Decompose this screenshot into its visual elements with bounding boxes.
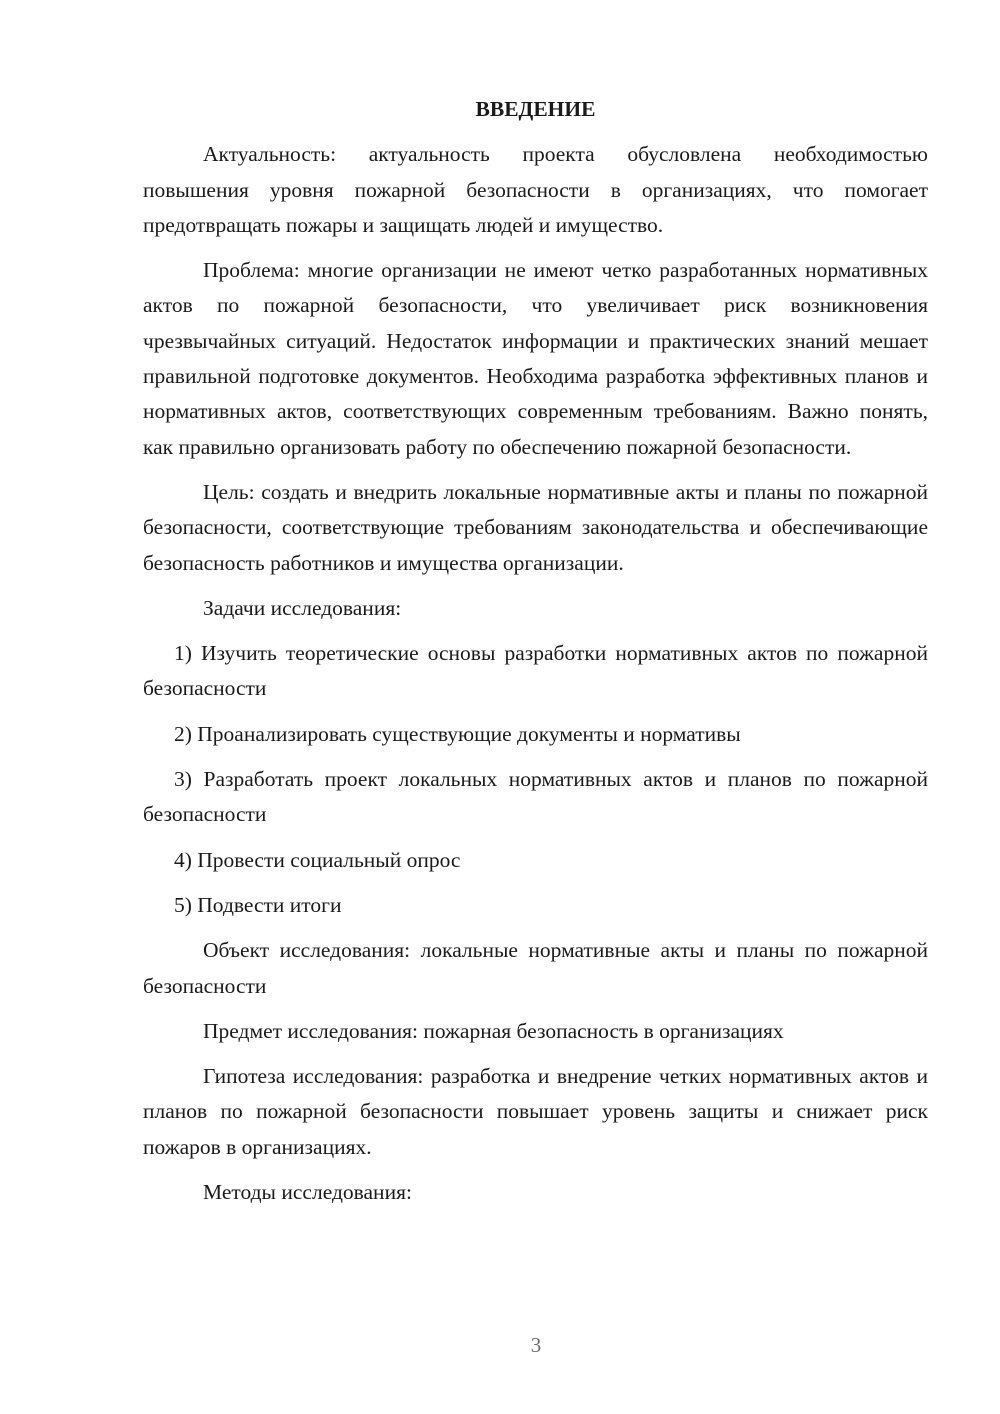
paragraph-object: Объект исследования: локальные нормативные акты и планы по пожарной безопасности <box>143 938 928 998</box>
page-body <box>143 92 928 1210</box>
page-title: ВВЕДЕНИЕ <box>475 97 596 121</box>
page-number: 3 <box>530 1333 542 1357</box>
list-item-task-2: 2) Проанализировать существующие документы и нормативы <box>174 721 741 746</box>
paragraph-hypothesis: Гипотеза исследования: разработка и внедрение четких нормативных актов и планов по пожарной безопасности повышает уровень защиты и снижает риск пожаров в организациях. <box>143 1064 928 1159</box>
list-item-task-5: 5) Подвести итоги <box>174 892 342 917</box>
list-item-task-4: 4) Провести социальный опрос <box>174 847 461 872</box>
paragraph-methods: Методы исследования: <box>203 1180 412 1205</box>
paragraph-goal: Цель: создать и внедрить локальные нормативные акты и планы по пожарной безопасности, соответствующие требованиям законодательства и обеспечивающие безопасность работников и имущества организации. <box>143 479 928 575</box>
paragraph-subject: Предмет исследования: пожарная безопасность в организациях <box>203 1018 784 1043</box>
paragraph-tasks-heading: Задачи исследования: <box>203 595 402 620</box>
paragraph-relevance: Актуальность: актуальность проекта обусловлена необходимостью повышения уровня пожарной безопасности в организациях, что помогает предотвращать пожары и защищать людей и имущество. <box>143 142 928 237</box>
list-item-task-1: 1) Изучить теоретические основы разработки нормативных актов по пожарной безопасности <box>143 641 928 701</box>
list-item-task-3: 3) Разработать проект локальных нормативных актов и планов по пожарной безопасности <box>143 767 928 827</box>
paragraph-problem: Проблема: многие организации не имеют четко разработанных нормативных актов по пожарной безопасности, что увеличивает риск возникновения чрезвычайных ситуаций. Недостаток информации и практических знаний мешает правильной подготовке документов. Необходима разработка эффективных планов и нормативных актов, соответствующих современным требованиям. Важно понять, как правильно организовать работу по обеспечению пожарной безопасности. <box>143 258 928 459</box>
